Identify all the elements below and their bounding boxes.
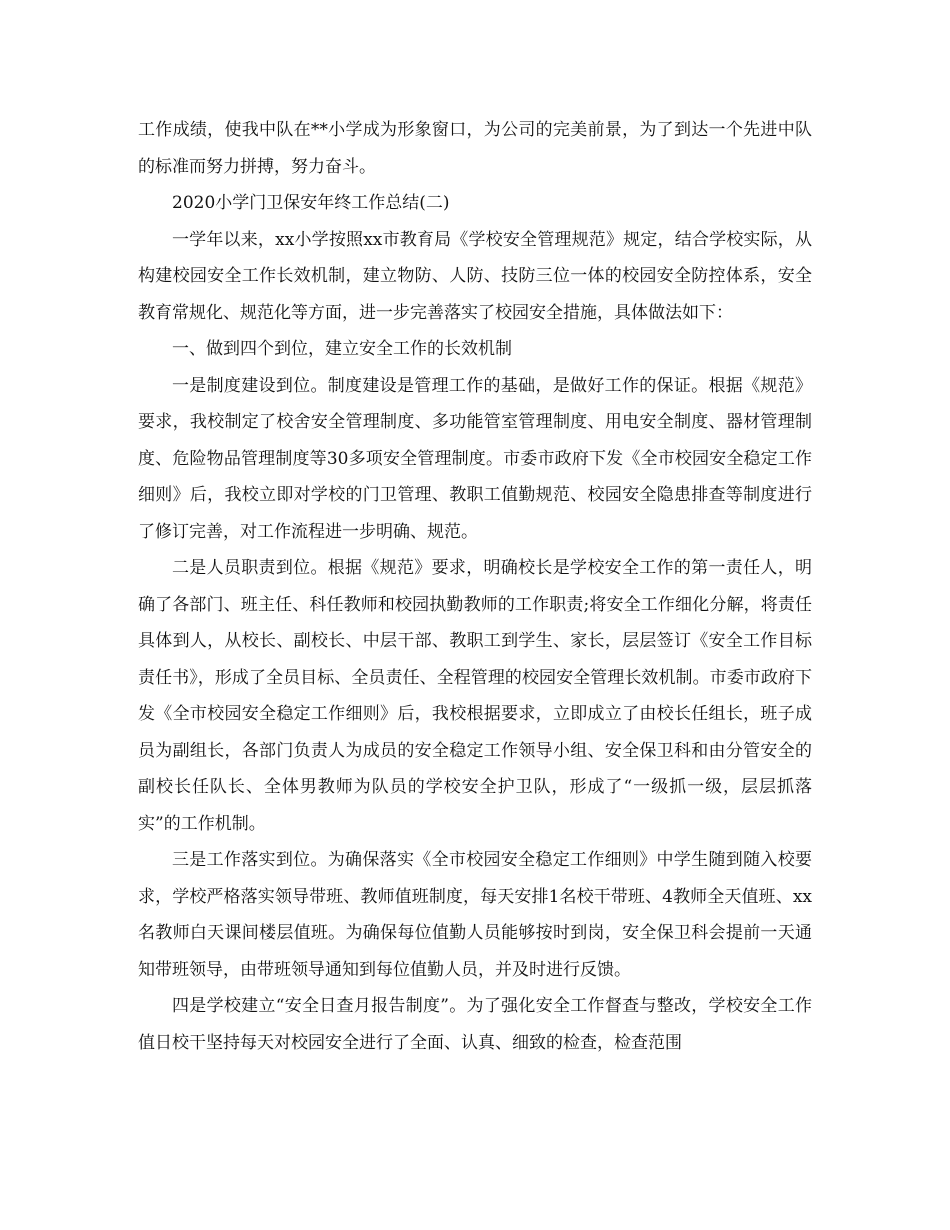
paragraph-continuation: 工作成绩，使我中队在**小学成为形象窗口，为公司的完美前景，为了到达一个先进中队的标准而努力拼搏，努力奋斗。 bbox=[138, 120, 812, 177]
paragraph-intro: 一学年以来，xx小学按照xx市教育局《学校安全管理规范》规定，结合学校实际，从构建校园安全工作长效机制，建立物防、人防、技防三位一体的校园安全防控体系，安全教育常规化、规范化等方面，进一步完善落实了校园安全措施，具体做法如下： bbox=[138, 229, 812, 323]
paragraph-institution: 一是制度建设到位。制度建设是管理工作的基础，是做好工作的保证。根据《规范》要求，我校制定了校舍安全管理制度、多功能管室管理制度、用电安全制度、器材管理制度、危险物品管理制度等30多项安全管理制度。市委市政府下发《全市校园安全稳定工作细则》后，我校立即对学校的门卫管理、教职工值勤规范、校园安全隐患排查等制度进行了修订完善，对工作流程进一步明确、规范。 bbox=[138, 375, 812, 542]
section-heading: 一、做到四个到位，建立安全工作的长效机制 bbox=[172, 339, 512, 359]
paragraph-personnel: 二是人员职责到位。根据《规范》要求，明确校长是学校安全工作的第一责任人，明确了各部门、班主任、科任教师和校园执勤教师的工作职责;将安全工作细化分解，将责任具体到人，从校长、副校长、中层干部、教职工到学生、家长，层层签订《安全工作目标责任书》，形成了全员目标、全员责任、全程管理的校园安全管理长效机制。市委市政府下发《全市校园安全稳定工作细则》后，我校根据要求，立即成立了由校长任组长，班子成员为副组长，各部门负责人为成员的安全稳定工作领导小组、安全保卫科和由分管安全的副校长任队长、全体男教师为队员的学校安全护卫队，形成了“一级抓一级，层层抓落实”的工作机制。 bbox=[138, 558, 812, 834]
document-body bbox=[138, 112, 812, 1061]
paragraph-implementation: 三是工作落实到位。为确保落实《全市校园安全稳定工作细则》中学生随到随入校要求，学校严格落实领导带班、教师值班制度，每天安排1名校干带班、4教师全天值班、xx名教师白天课间楼层值班。为确保每位值勤人员能够按时到岗，安全保卫科会提前一天通知带班领导，由带班领导通知到每位值勤人员，并及时进行反馈。 bbox=[138, 850, 812, 980]
section-title: 2020小学门卫保安年终工作总结(二) bbox=[172, 193, 450, 213]
paragraph-daily-check: 四是学校建立“安全日查月报告制度”。为了强化安全工作督查与整改，学校安全工作值日校干坚持每天对校园安全进行了全面、认真、细致的检查，检查范围 bbox=[138, 996, 812, 1053]
